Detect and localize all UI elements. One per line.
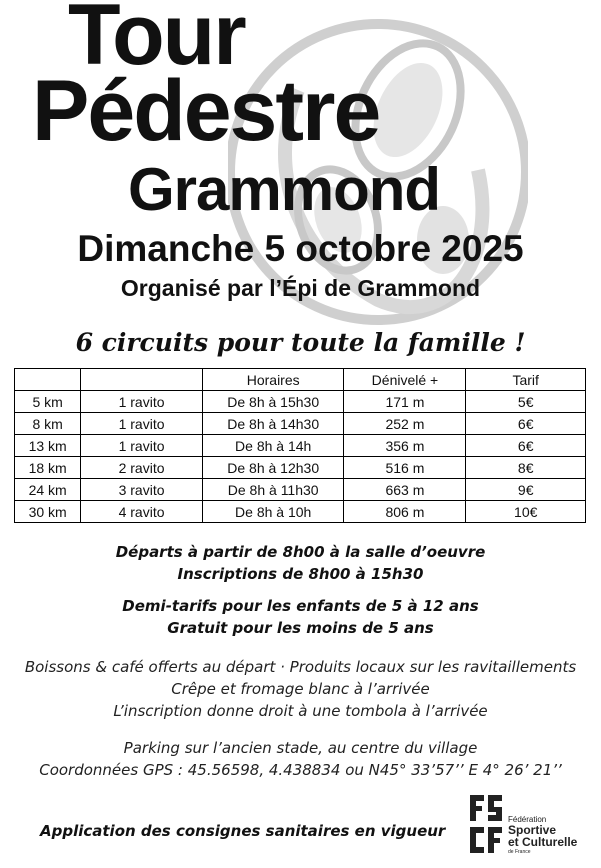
elevation-cell: 663 m <box>344 479 466 501</box>
hours-cell: De 8h à 11h30 <box>202 479 344 501</box>
table-header-row <box>15 369 586 391</box>
parking-line: Parking sur l’ancien stade, au centre du village <box>123 739 478 757</box>
ravito-cell: 1 ravito <box>81 391 203 413</box>
price-cell: 8€ <box>466 457 586 479</box>
price-cell: 10€ <box>466 501 586 523</box>
distance-cell: 18 km <box>15 457 81 479</box>
free-line: Gratuit pour les moins de 5 ans <box>167 619 434 637</box>
distance-cell: 30 km <box>15 501 81 523</box>
fscf-logo <box>468 793 586 855</box>
sanitary-notice: Application des consignes sanitaires en vigueur <box>40 822 446 840</box>
fscf-logo-text: Fédération Sportive et Culturelle de France <box>508 815 578 855</box>
header-cell <box>81 369 203 391</box>
event-date: Dimanche 5 octobre 2025 <box>77 228 524 269</box>
half-price-line: Demi-tarifs pour les enfants de 5 à 12 ans <box>122 597 479 615</box>
location-info <box>0 737 601 781</box>
ravito-cell: 1 ravito <box>81 435 203 457</box>
price-cell: 6€ <box>466 413 586 435</box>
hours-cell: De 8h à 15h30 <box>202 391 344 413</box>
distance-cell: 13 km <box>15 435 81 457</box>
table-row <box>15 413 586 435</box>
extras-info <box>0 656 601 722</box>
header-cell: Horaires <box>202 369 344 391</box>
hours-cell: De 8h à 14h30 <box>202 413 344 435</box>
extras-line: Boissons & café offerts au départ · Produits locaux sur les ravitaillements <box>24 658 577 676</box>
hours-cell: De 8h à 14h <box>202 435 344 457</box>
price-cell: 5€ <box>466 391 586 413</box>
title-pedestre: Pédestre <box>32 63 380 159</box>
pricing-notes <box>0 595 601 639</box>
table-row <box>15 457 586 479</box>
header-cell: Dénivelé + <box>344 369 466 391</box>
title-tour: Tour <box>68 0 245 83</box>
elevation-cell: 171 m <box>344 391 466 413</box>
price-cell: 6€ <box>466 435 586 457</box>
elevation-cell: 356 m <box>344 435 466 457</box>
distance-cell: 24 km <box>15 479 81 501</box>
price-cell: 9€ <box>466 479 586 501</box>
organizer: Organisé par l’Épi de Grammond <box>120 275 481 301</box>
elevation-cell: 516 m <box>344 457 466 479</box>
header-cell: Tarif <box>466 369 586 391</box>
header-cell <box>15 369 81 391</box>
table-row <box>15 435 586 457</box>
ravito-cell: 3 ravito <box>81 479 203 501</box>
extras-line: L’inscription donne droit à une tombola à l’arrivée <box>113 702 488 720</box>
circuits-table <box>14 368 586 523</box>
elevation-cell: 252 m <box>344 413 466 435</box>
ravito-cell: 4 ravito <box>81 501 203 523</box>
ravito-cell: 2 ravito <box>81 457 203 479</box>
distance-cell: 8 km <box>15 413 81 435</box>
elevation-cell: 806 m <box>344 501 466 523</box>
title-grammond: Grammond <box>128 156 441 223</box>
ravito-cell: 1 ravito <box>81 413 203 435</box>
circuits-heading: 6 circuits pour toute la famille ! <box>75 328 526 357</box>
distance-cell: 5 km <box>15 391 81 413</box>
departures-line: Départs à partir de 8h00 à la salle d’oeuvre <box>115 543 486 561</box>
table-row <box>15 501 586 523</box>
extras-line: Crêpe et fromage blanc à l’arrivée <box>171 680 430 698</box>
departures-info <box>0 541 601 585</box>
table-row <box>15 479 586 501</box>
fscf-logo-icon <box>468 793 504 855</box>
gps-line: Coordonnées GPS : 45.56598, 4.438834 ou N45° 33’57’’ E 4° 26’ 21’’ <box>39 761 562 779</box>
hours-cell: De 8h à 10h <box>202 501 344 523</box>
hours-cell: De 8h à 12h30 <box>202 457 344 479</box>
table-row <box>15 391 586 413</box>
registration-line: Inscriptions de 8h00 à 15h30 <box>177 565 424 583</box>
